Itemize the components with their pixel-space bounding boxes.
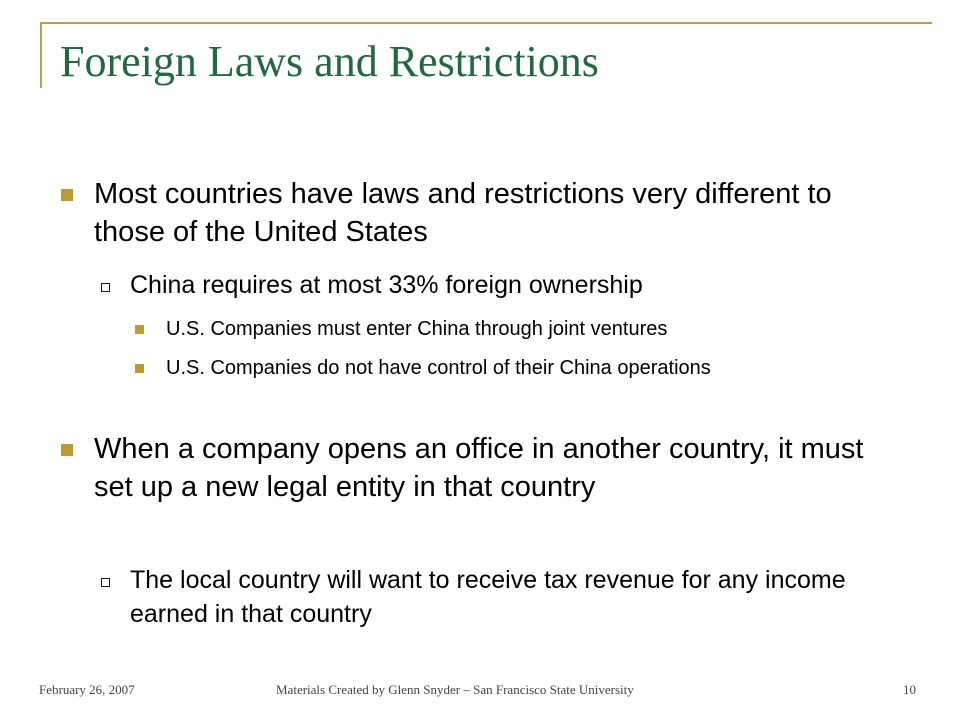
- slide-title: Foreign Laws and Restrictions: [60, 37, 599, 86]
- hollow-square-bullet-icon: [101, 283, 110, 292]
- bullet-level1: [94, 430, 894, 506]
- bullet-level2: [130, 268, 920, 302]
- bullet-level3: [166, 354, 906, 382]
- bullet-text: China requires at most 33% foreign ownership: [130, 271, 643, 299]
- bullet-text: Most countries have laws and restrictions very different to those of the United States: [94, 178, 832, 248]
- square-bullet-icon: [61, 444, 73, 456]
- bullet-text: U.S. Companies do not have control of their China operations: [166, 357, 711, 379]
- footer-date: February 26, 2007: [39, 682, 135, 697]
- bullet-level1: [94, 175, 894, 251]
- footer-credit: Materials Created by Glenn Snyder – San Francisco State University: [276, 682, 634, 697]
- bullet-text: When a company opens an office in another country, it must set up a new legal entity in that country: [94, 433, 864, 503]
- square-bullet-icon: [135, 364, 144, 373]
- bullet-text: U.S. Companies must enter China through joint ventures: [166, 318, 668, 340]
- square-bullet-icon: [135, 325, 144, 334]
- footer-page-number: 10: [903, 682, 916, 697]
- bullet-text: The local country will want to receive tax revenue for any income earned in that country: [130, 566, 846, 628]
- bullet-level2: [130, 563, 920, 631]
- bullet-level3: [166, 315, 906, 343]
- hollow-square-bullet-icon: [101, 578, 110, 587]
- square-bullet-icon: [61, 189, 73, 201]
